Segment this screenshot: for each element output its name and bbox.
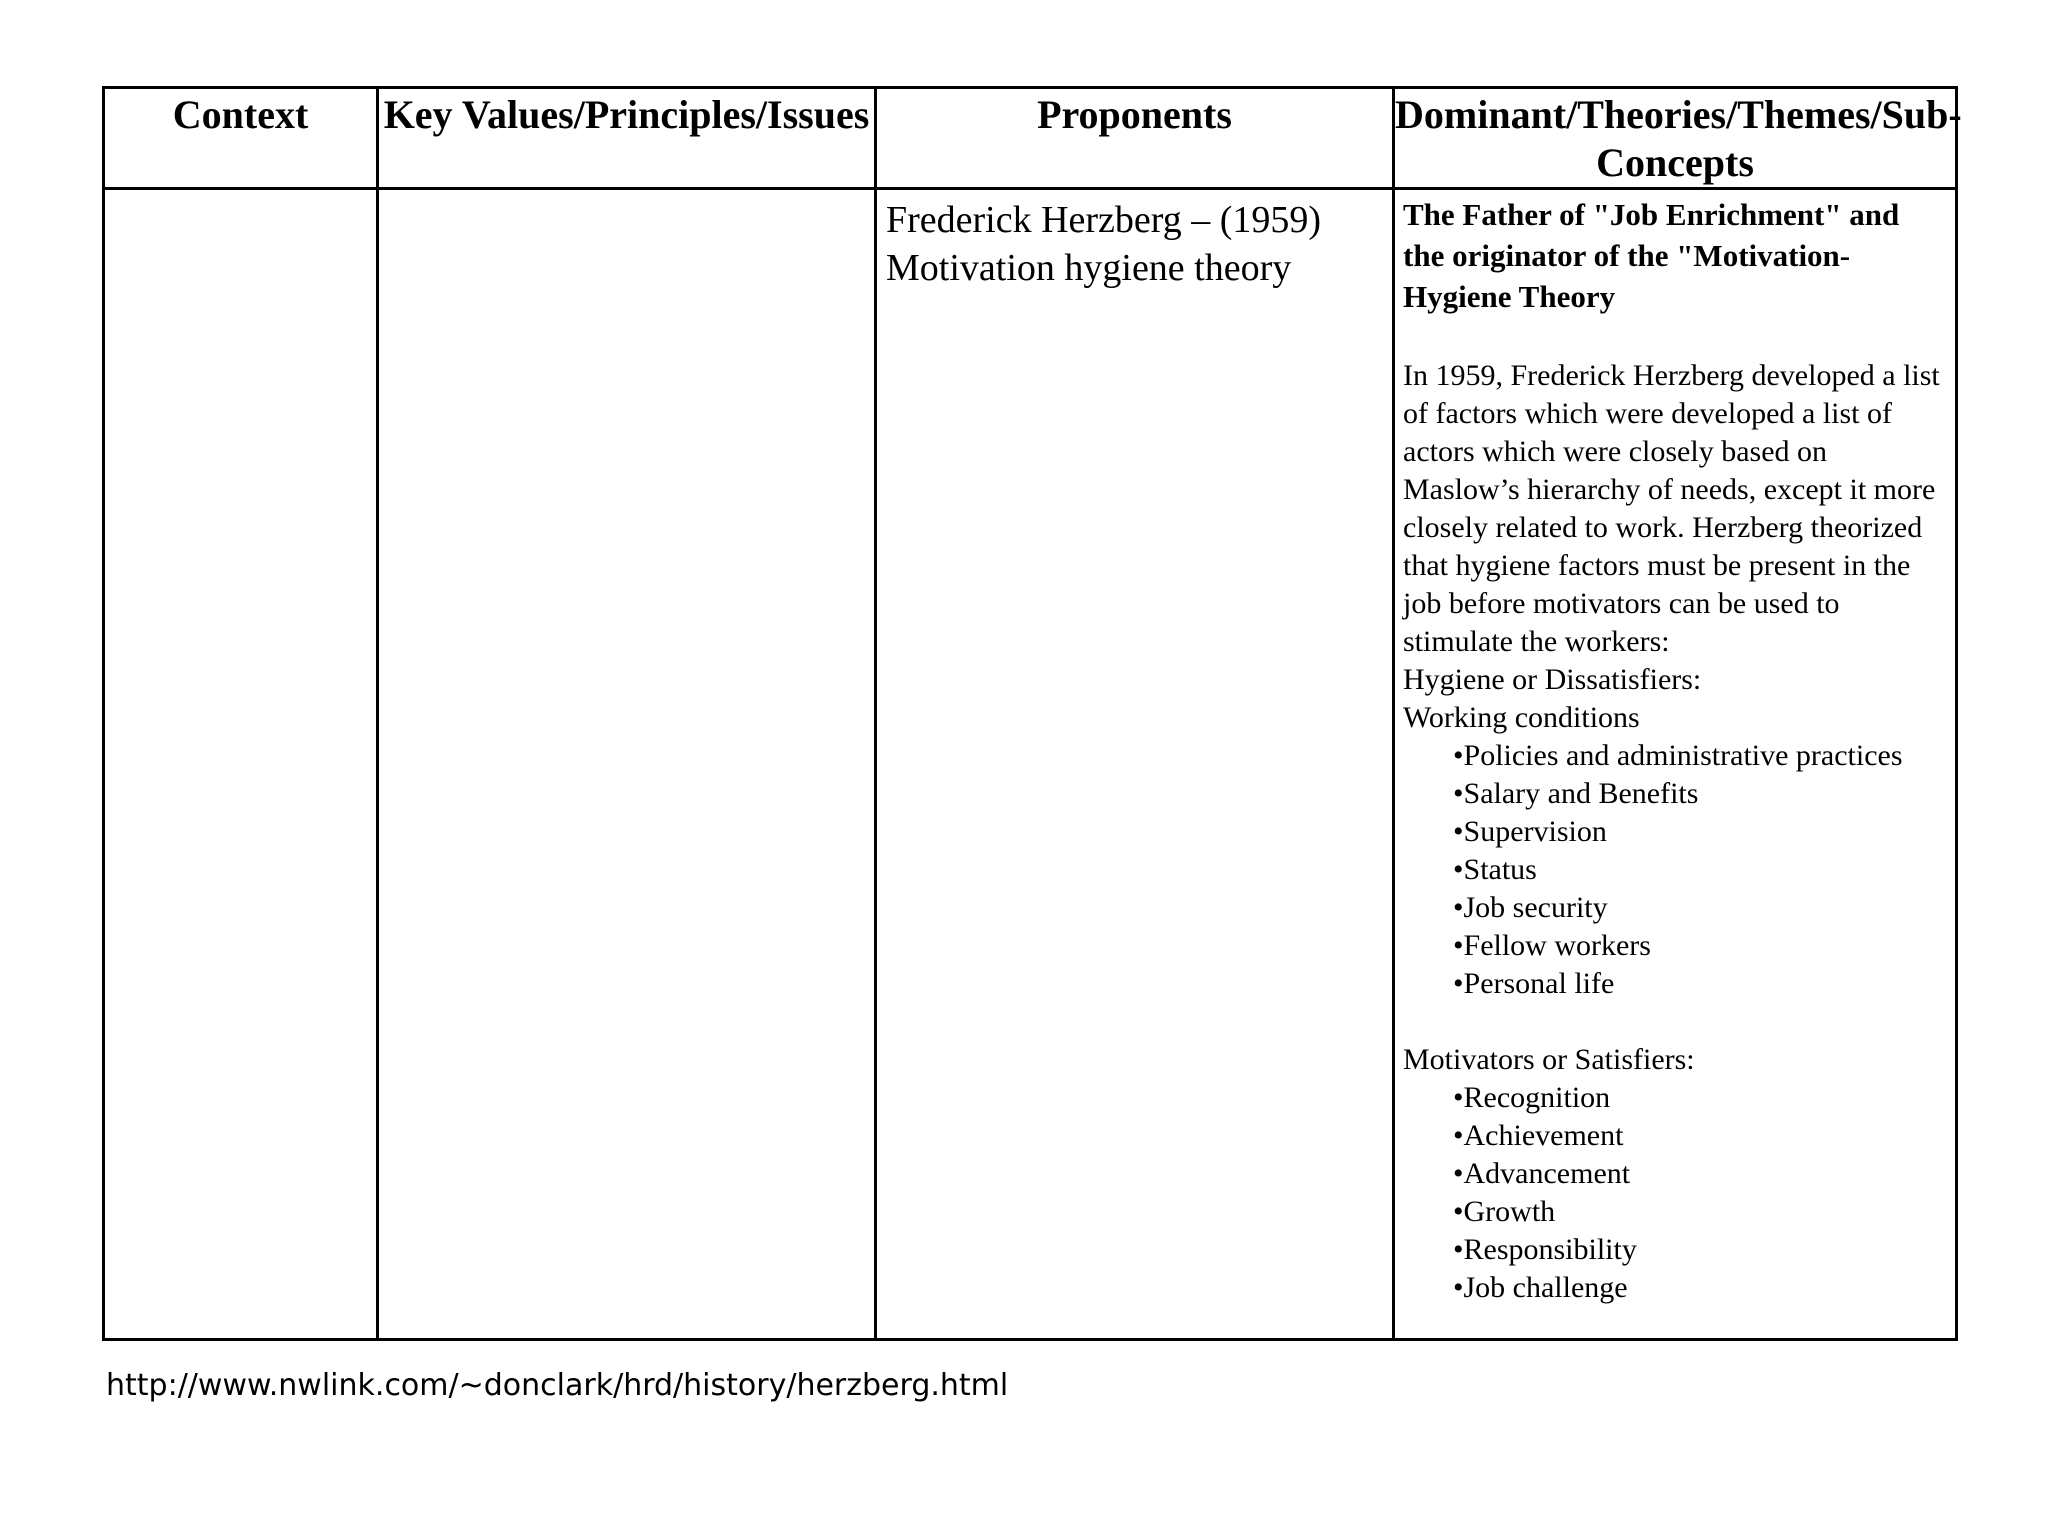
cell-proponents [876, 189, 1394, 1340]
proponent-theory: Motivation hygiene theory [886, 247, 1292, 289]
hygiene-list [1403, 737, 1945, 1003]
list-item: •Salary and Benefits [1453, 777, 1699, 810]
spacer [1403, 1003, 1945, 1041]
list-item: •Fellow workers [1453, 929, 1651, 962]
hygiene-first-item: Working conditions [1403, 701, 1640, 734]
cell-context [104, 189, 378, 1340]
header-dominant-theories: Dominant/Theories/Themes/Sub-Concepts [1394, 88, 1957, 189]
source-url[interactable]: http://www.nwlink.com/~donclark/hrd/history/herzberg.html [106, 1368, 1009, 1403]
list-item: •Advancement [1453, 1157, 1631, 1190]
table-row [104, 189, 1957, 1340]
list-item: •Recognition [1453, 1081, 1611, 1114]
list-item: •Personal life [1453, 967, 1615, 1000]
cell-key-values [378, 189, 876, 1340]
list-item: •Job security [1453, 891, 1608, 924]
list-item: •Policies and administrative practices [1453, 739, 1903, 772]
list-item: •Responsibility [1453, 1233, 1637, 1266]
proponent-name: Frederick Herzberg – (1959) [886, 199, 1322, 241]
hygiene-label: Hygiene or Dissatisfiers: [1403, 663, 1702, 696]
theory-table [102, 86, 1962, 1341]
header-context: Context [104, 88, 378, 189]
list-item: •Achievement [1453, 1119, 1624, 1152]
header-key-values: Key Values/Principles/Issues [378, 88, 876, 189]
dominant-paragraph: In 1959, Frederick Herzberg developed a list of factors which were developed a list of actors which were closely based on Maslow’s hierarchy of needs, except it more closely related to work. Herzberg theorized that hygiene factors must be present in the job before motivators can be used to stimulate the workers: [1403, 359, 1940, 658]
motivators-label: Motivators or Satisfiers: [1403, 1043, 1695, 1076]
list-item: •Status [1453, 853, 1537, 886]
cell-dominant-theories [1394, 189, 1957, 1340]
motivators-list [1403, 1079, 1945, 1307]
list-item: •Job challenge [1453, 1271, 1628, 1304]
header-proponents: Proponents [876, 88, 1394, 189]
table-header-row [104, 88, 1957, 189]
list-item: •Supervision [1453, 815, 1607, 848]
dominant-heading: The Father of "Job Enrichment" and the originator of the "Motivation-Hygiene Theory [1403, 197, 1900, 314]
list-item: •Growth [1453, 1195, 1556, 1228]
